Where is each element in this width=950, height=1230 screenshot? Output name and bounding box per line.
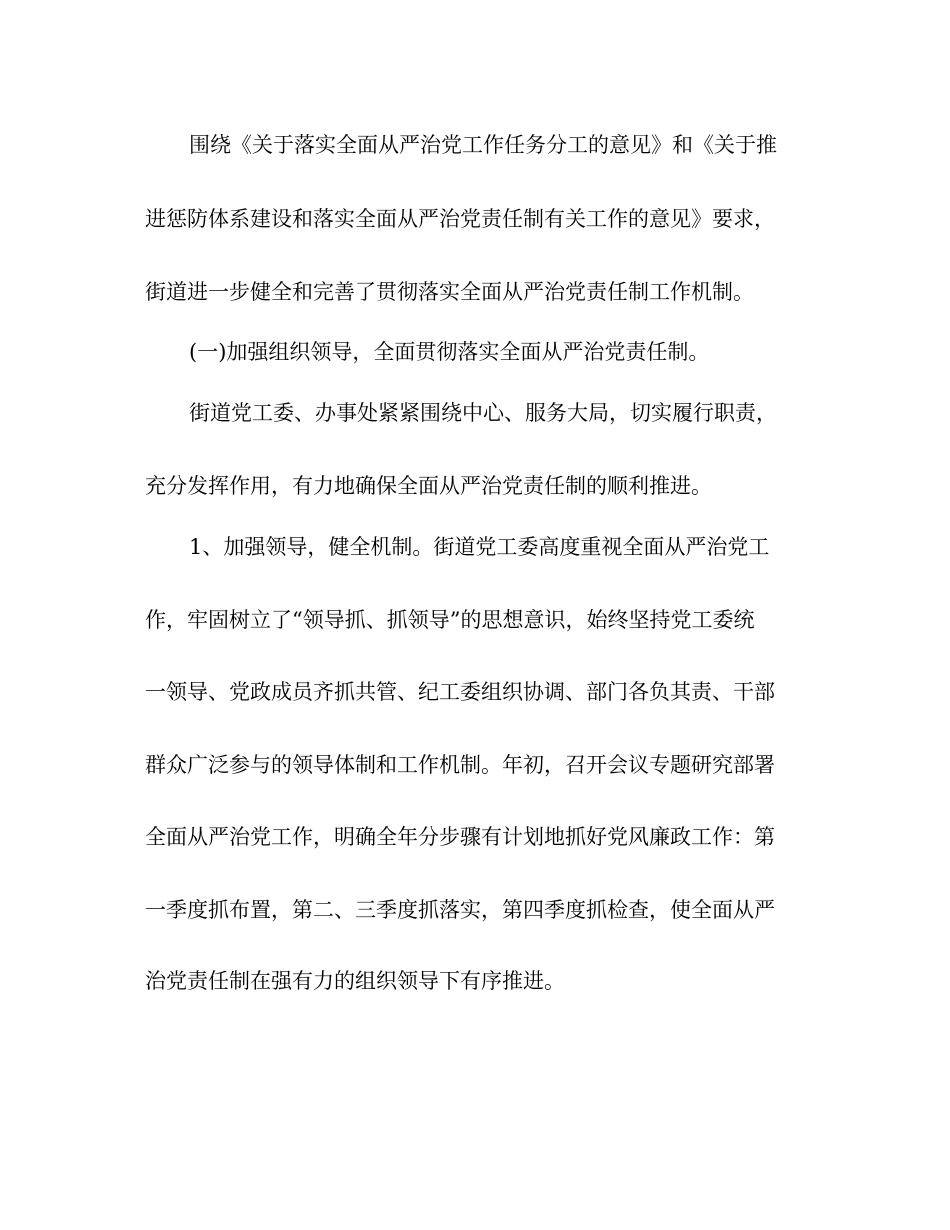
paragraph-3-line-2: 作，牢固树立了“领导抓、抓领导”的思想意识，始终坚持党工委统 [145,608,755,632]
paragraph-3-line-5: 全面从严治党工作，明确全年分步骤有计划地抓好党风廉政工作：第 [145,825,775,849]
paragraph-1-line-2: 进惩防体系建设和落实全面从严治党责任制有关工作的意见》要求， [145,207,775,231]
paragraph-1-line-3: 街道进一步健全和完善了贯彻落实全面从严治党责任制工作机制。 [145,280,754,304]
paragraph-3-line-3: 一领导、党政成员齐抓共管、纪工委组织协调、部门各负其责、干部 [145,680,775,704]
paragraph-3-line-1: 1、加强领导，健全机制。街道党工委高度重视全面从严治党工 [189,535,770,559]
paragraph-3-line-6: 一季度抓布置，第二、三季度抓落实，第四季度抓检查，使全面从严 [145,898,775,922]
section-heading-1: (一)加强组织领导，全面贯彻落实全面从严治党责任制。 [189,340,710,364]
paragraph-2-line-1: 街道党工委、办事处紧紧围绕中心、服务大局，切实履行职责， [189,401,777,425]
paragraph-3-line-4: 群众广泛参与的领导体制和工作机制。年初，召开会议专题研究部署 [145,753,775,777]
paragraph-2-line-2: 充分发挥作用，有力地确保全面从严治党责任制的顺利推进。 [145,474,712,498]
paragraph-3-line-7: 治党责任制在强有力的组织领导下有序推进。 [145,969,565,993]
paragraph-1-line-1: 围绕《关于落实全面从严治党工作任务分工的意见》和《关于推 [189,133,777,157]
